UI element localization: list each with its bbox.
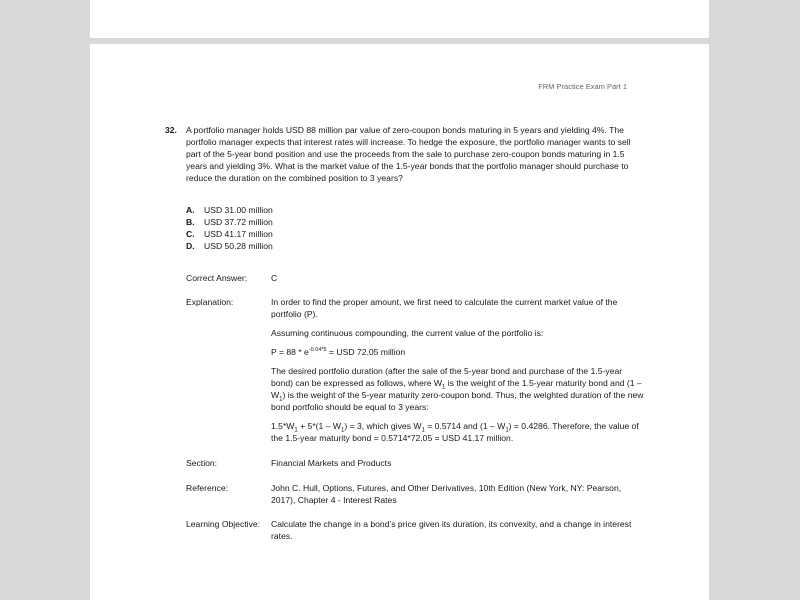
option-text: USD 31.00 million [204,205,273,215]
option-d [186,240,273,252]
option-letter: C. [186,229,195,239]
explanation-paragraph: Assuming continuous compounding, the current value of the portfolio is: [271,328,544,338]
learning-objective-label: Learning Objective: [186,519,261,529]
option-a [186,204,273,216]
correct-answer-row [186,272,646,284]
question-text: A portfolio manager holds USD 88 million par value of zero-coupon bonds maturing in 5 years and yielding 4%. The portfolio manager expects that interest rates will increase. To hedge the exposure, the portfolio manager wants to sell part of the 5-year bond position and use the proceeds from the sale to purchase zero-coupon bonds maturing in 1.5 years and yielding 3%. What is the market value of the 1.5-year bonds that the portfolio manager should purchase to reduce the duration on the combined position to 3 years? [186,125,631,183]
correct-answer-label: Correct Answer: [186,273,248,283]
option-letter: D. [186,241,195,251]
option-text: USD 37.72 million [204,217,273,227]
reference-row [186,482,646,506]
learning-objective-row [186,518,646,542]
correct-answer-value: C [271,273,278,283]
answer-options [186,204,273,252]
option-c [186,228,273,240]
reference-label: Reference: [186,483,229,493]
option-b [186,216,273,228]
question-block [165,124,645,184]
option-text: USD 50.28 million [204,241,273,251]
explanation-paragraph: The desired portfolio duration (after the sale of the 5-year bond and purchase of the 1.5-year bond) can be expressed as follows, where $W_1$ is the weight of the 1.5-year maturity bond and $(1 - W_1)$ is the weight of the 5-year maturity zero-coupon bond. Thus, the weighted duration of the new bond portfolio should be equal to 3 years: [271,366,644,412]
running-header: FRM Practice Exam Part 1 [538,82,627,91]
section-row [186,457,646,469]
option-letter: B. [186,217,195,227]
question-number: 32. [165,125,177,135]
section-label: Section: [186,458,218,468]
explanation-formula: $P = 88 * e^{-0.04*5}$ = USD 72.05 million [271,347,406,357]
explanation-row [186,296,646,451]
section-value: Financial Markets and Products [271,458,392,468]
explanation-paragraph: In order to find the proper amount, we first need to calculate the current market value of the portfolio (P). [271,297,618,319]
document-page [90,44,709,600]
explanation-body [271,296,646,451]
previous-page-bottom [90,0,709,38]
learning-objective-value: Calculate the change in a bond’s price given its duration, its convexity, and a change in interest rates. [271,519,632,541]
option-text: USD 41.17 million [204,229,273,239]
explanation-label: Explanation: [186,297,234,307]
explanation-paragraph: $1.5*W_1 + 5*(1 - W_1) = 3$, which gives $W_1 = 0.5714$ and $(1 - W_1) = 0.4286$. Therefore, the value of the 1.5-year maturity bond = 0.5714*72.05 = USD 41.17 million. [271,421,639,443]
reference-value: John C. Hull, Options, Futures, and Other Derivatives, 10th Edition (New York, NY: Pearson, 2017), Chapter 4 - Interest Rates [271,483,622,505]
option-letter: A. [186,205,195,215]
